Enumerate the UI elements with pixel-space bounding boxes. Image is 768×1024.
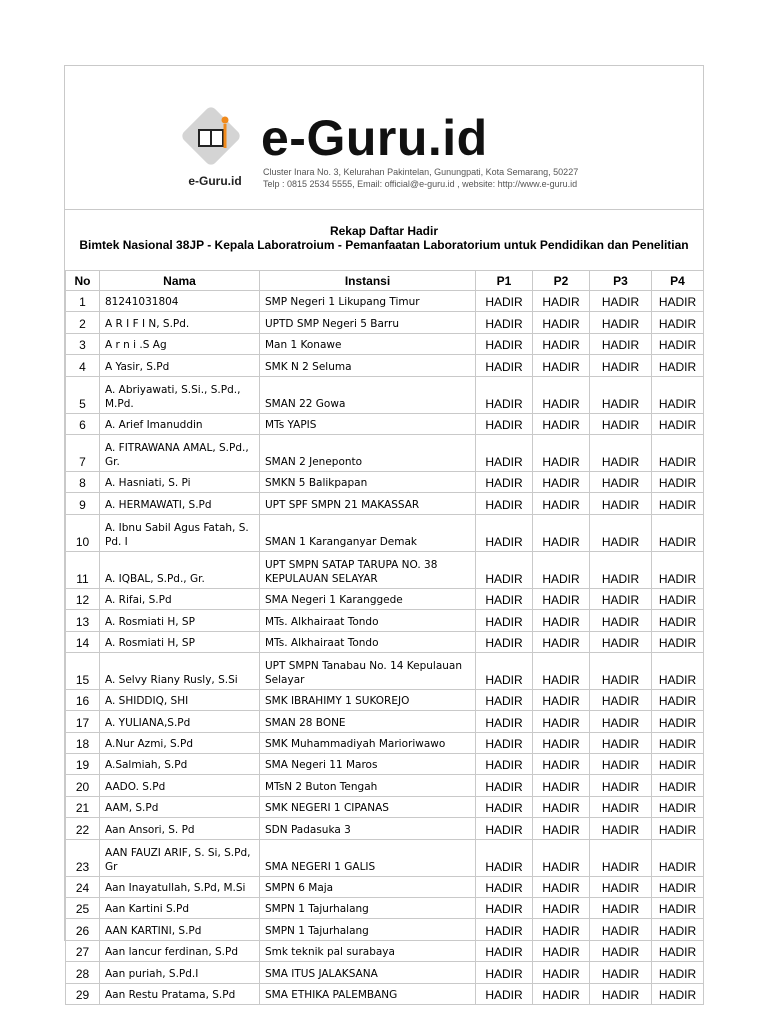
table-row	[66, 839, 704, 876]
table-row	[66, 355, 704, 376]
cell-no: 8	[66, 471, 100, 492]
cell-nama: A. Rifai, S.Pd	[100, 588, 260, 609]
table-row	[66, 689, 704, 710]
cell-p1: HADIR	[476, 413, 533, 434]
cell-p1: HADIR	[476, 610, 533, 631]
cell-instansi: MTs. Alkhairaat Tondo	[260, 631, 476, 652]
cell-p4: HADIR	[652, 689, 704, 710]
cell-no: 14	[66, 631, 100, 652]
cell-p1: HADIR	[476, 839, 533, 876]
cell-instansi: SMK N 2 Seluma	[260, 355, 476, 376]
cell-nama: Aan Restu Pratama, S.Pd	[100, 983, 260, 1004]
report-title: Rekap Daftar Hadir	[329, 224, 439, 238]
table-row	[66, 551, 704, 588]
cell-p4: HADIR	[652, 610, 704, 631]
cell-instansi: SMP Negeri 1 Likupang Timur	[260, 291, 476, 312]
cell-p1: HADIR	[476, 355, 533, 376]
cell-p2: HADIR	[533, 588, 590, 609]
cell-nama: A. SHIDDIQ, SHI	[100, 689, 260, 710]
cell-p4: HADIR	[652, 876, 704, 897]
cell-nama: A. YULIANA,S.Pd	[100, 711, 260, 732]
cell-nama: A.Nur Azmi, S.Pd	[100, 732, 260, 753]
table-row	[66, 493, 704, 514]
cell-p2: HADIR	[533, 689, 590, 710]
cell-p4: HADIR	[652, 434, 704, 471]
cell-p1: HADIR	[476, 551, 533, 588]
brand-title: e-Guru.id	[261, 110, 488, 166]
cell-p1: HADIR	[476, 434, 533, 471]
cell-nama: A Yasir, S.Pd	[100, 355, 260, 376]
col-header-p1: P1	[476, 271, 533, 291]
cell-nama: A r n i .S Ag	[100, 333, 260, 354]
cell-p2: HADIR	[533, 983, 590, 1004]
cell-p1: HADIR	[476, 312, 533, 333]
table-body	[66, 291, 704, 1005]
cell-nama: Aan Ansori, S. Pd	[100, 818, 260, 839]
cell-p4: HADIR	[652, 898, 704, 919]
table-row	[66, 631, 704, 652]
cell-p2: HADIR	[533, 355, 590, 376]
cell-p2: HADIR	[533, 839, 590, 876]
cell-no: 2	[66, 312, 100, 333]
cell-p4: HADIR	[652, 588, 704, 609]
cell-p4: HADIR	[652, 376, 704, 413]
cell-p3: HADIR	[590, 588, 652, 609]
table-row	[66, 876, 704, 897]
cell-no: 1	[66, 291, 100, 312]
cell-p2: HADIR	[533, 940, 590, 961]
cell-p1: HADIR	[476, 940, 533, 961]
cell-p3: HADIR	[590, 333, 652, 354]
cell-p4: HADIR	[652, 839, 704, 876]
cell-no: 18	[66, 732, 100, 753]
letterhead	[65, 66, 703, 210]
cell-instansi: Man 1 Konawe	[260, 333, 476, 354]
cell-p3: HADIR	[590, 919, 652, 940]
cell-nama: AADO. S.Pd	[100, 775, 260, 796]
table-row	[66, 796, 704, 817]
table-row	[66, 818, 704, 839]
cell-no: 23	[66, 839, 100, 876]
cell-p1: HADIR	[476, 962, 533, 983]
cell-p2: HADIR	[533, 962, 590, 983]
cell-p3: HADIR	[590, 312, 652, 333]
cell-p3: HADIR	[590, 434, 652, 471]
col-header-p4: P4	[652, 271, 704, 291]
table-row	[66, 732, 704, 753]
contact-line: Telp : 0815 2534 5555, Email: official@e-guru.id , website: http://www.e-guru.id	[263, 179, 578, 189]
cell-p4: HADIR	[652, 983, 704, 1004]
cell-p2: HADIR	[533, 291, 590, 312]
cell-no: 16	[66, 689, 100, 710]
cell-no: 10	[66, 514, 100, 551]
table-row	[66, 514, 704, 551]
cell-p1: HADIR	[476, 732, 533, 753]
cell-nama: 81241031804	[100, 291, 260, 312]
cell-no: 12	[66, 588, 100, 609]
cell-p4: HADIR	[652, 732, 704, 753]
cell-instansi: SMKN 5 Balikpapan	[260, 471, 476, 492]
cell-nama: Aan Kartini S.Pd	[100, 898, 260, 919]
cell-p1: HADIR	[476, 796, 533, 817]
logo	[181, 110, 249, 195]
cell-no: 4	[66, 355, 100, 376]
cell-p2: HADIR	[533, 434, 590, 471]
col-header-no: No	[66, 271, 100, 291]
document-page	[64, 65, 704, 1002]
cell-instansi: UPT SPF SMPN 21 MAKASSAR	[260, 493, 476, 514]
cell-p1: HADIR	[476, 689, 533, 710]
cell-p4: HADIR	[652, 711, 704, 732]
cell-instansi: SMAN 22 Gowa	[260, 376, 476, 413]
cell-instansi: SMPN 1 Tajurhalang	[260, 898, 476, 919]
address-block	[263, 166, 578, 190]
cell-p1: HADIR	[476, 291, 533, 312]
cell-nama: A.Salmiah, S.Pd	[100, 754, 260, 775]
cell-p2: HADIR	[533, 876, 590, 897]
cell-nama: A. Rosmiati H, SP	[100, 610, 260, 631]
cell-p3: HADIR	[590, 839, 652, 876]
cell-instansi: SMK Muhammadiyah Marioriwawo	[260, 732, 476, 753]
table-row	[66, 588, 704, 609]
cell-no: 28	[66, 962, 100, 983]
cell-p4: HADIR	[652, 471, 704, 492]
col-header-p2: P2	[533, 271, 590, 291]
col-header-nama: Nama	[100, 271, 260, 291]
book-icon	[181, 110, 249, 172]
table-row	[66, 652, 704, 689]
cell-instansi: SMA Negeri 1 Karanggede	[260, 588, 476, 609]
cell-no: 20	[66, 775, 100, 796]
table-row	[66, 312, 704, 333]
cell-p3: HADIR	[590, 413, 652, 434]
cell-p2: HADIR	[533, 376, 590, 413]
cell-p2: HADIR	[533, 775, 590, 796]
cell-nama: A. Arief Imanuddin	[100, 413, 260, 434]
cell-p4: HADIR	[652, 919, 704, 940]
cell-no: 5	[66, 376, 100, 413]
table-row	[66, 940, 704, 961]
table-row	[66, 333, 704, 354]
cell-instansi: MTs. Alkhairaat Tondo	[260, 610, 476, 631]
cell-p1: HADIR	[476, 652, 533, 689]
cell-p3: HADIR	[590, 689, 652, 710]
cell-p2: HADIR	[533, 333, 590, 354]
cell-p2: HADIR	[533, 493, 590, 514]
cell-nama: Aan puriah, S.Pd.I	[100, 962, 260, 983]
report-titles	[65, 224, 703, 252]
cell-p2: HADIR	[533, 796, 590, 817]
cell-no: 13	[66, 610, 100, 631]
cell-p4: HADIR	[652, 333, 704, 354]
cell-p1: HADIR	[476, 818, 533, 839]
cell-p2: HADIR	[533, 631, 590, 652]
cell-instansi: SMPN 6 Maja	[260, 876, 476, 897]
cell-no: 24	[66, 876, 100, 897]
cell-instansi: UPT SMPN SATAP TARUPA NO. 38 KEPULAUAN SELAYAR	[260, 551, 476, 588]
cell-p2: HADIR	[533, 818, 590, 839]
cell-instansi: SMA Negeri 11 Maros	[260, 754, 476, 775]
cell-p4: HADIR	[652, 754, 704, 775]
cell-p1: HADIR	[476, 983, 533, 1004]
cell-p2: HADIR	[533, 312, 590, 333]
cell-p4: HADIR	[652, 355, 704, 376]
cell-p4: HADIR	[652, 514, 704, 551]
cell-p4: HADIR	[652, 413, 704, 434]
cell-p3: HADIR	[590, 962, 652, 983]
cell-no: 3	[66, 333, 100, 354]
cell-p1: HADIR	[476, 898, 533, 919]
cell-instansi: Smk teknik pal surabaya	[260, 940, 476, 961]
cell-p3: HADIR	[590, 652, 652, 689]
cell-p3: HADIR	[590, 551, 652, 588]
cell-p2: HADIR	[533, 754, 590, 775]
cell-p4: HADIR	[652, 652, 704, 689]
col-header-p3: P3	[590, 271, 652, 291]
cell-instansi: UPTD SMP Negeri 5 Barru	[260, 312, 476, 333]
cell-p3: HADIR	[590, 818, 652, 839]
cell-p1: HADIR	[476, 775, 533, 796]
cell-instansi: SMA ETHIKA PALEMBANG	[260, 983, 476, 1004]
cell-p1: HADIR	[476, 333, 533, 354]
cell-p3: HADIR	[590, 732, 652, 753]
cell-nama: Aan Inayatullah, S.Pd, M.Si	[100, 876, 260, 897]
cell-p1: HADIR	[476, 376, 533, 413]
cell-nama: A. Rosmiati H, SP	[100, 631, 260, 652]
table-row	[66, 962, 704, 983]
cell-p3: HADIR	[590, 493, 652, 514]
cell-p1: HADIR	[476, 514, 533, 551]
cell-p1: HADIR	[476, 471, 533, 492]
cell-instansi: SDN Padasuka 3	[260, 818, 476, 839]
cell-p2: HADIR	[533, 514, 590, 551]
cell-instansi: UPT SMPN Tanabau No. 14 Kepulauan Selayar	[260, 652, 476, 689]
cell-instansi: MTsN 2 Buton Tengah	[260, 775, 476, 796]
cell-p3: HADIR	[590, 291, 652, 312]
report-subtitle: Bimtek Nasional 38JP - Kepala Laboratroium - Pemanfaatan Laboratorium untuk Pendidikan dan Penelitian	[79, 238, 689, 252]
cell-p4: HADIR	[652, 493, 704, 514]
cell-instansi: SMA NEGERI 1 GALIS	[260, 839, 476, 876]
table-row	[66, 471, 704, 492]
table-row	[66, 376, 704, 413]
cell-p4: HADIR	[652, 940, 704, 961]
cell-no: 17	[66, 711, 100, 732]
cell-p4: HADIR	[652, 291, 704, 312]
table-row	[66, 983, 704, 1004]
cell-p3: HADIR	[590, 355, 652, 376]
logo-caption: e-Guru.id	[188, 174, 242, 188]
table-row	[66, 775, 704, 796]
cell-no: 26	[66, 919, 100, 940]
cell-p3: HADIR	[590, 754, 652, 775]
cell-nama: AAN KARTINI, S.Pd	[100, 919, 260, 940]
cell-no: 29	[66, 983, 100, 1004]
cell-p1: HADIR	[476, 631, 533, 652]
cell-p4: HADIR	[652, 796, 704, 817]
cell-no: 7	[66, 434, 100, 471]
cell-p3: HADIR	[590, 376, 652, 413]
cell-nama: AAN FAUZI ARIF, S. Si, S.Pd, Gr	[100, 839, 260, 876]
col-header-instansi: Instansi	[260, 271, 476, 291]
cell-instansi: SMAN 28 BONE	[260, 711, 476, 732]
table-row	[66, 898, 704, 919]
cell-p1: HADIR	[476, 876, 533, 897]
cell-no: 21	[66, 796, 100, 817]
cell-p3: HADIR	[590, 775, 652, 796]
cell-instansi: MTs YAPIS	[260, 413, 476, 434]
attendance-table	[65, 270, 704, 1005]
cell-p3: HADIR	[590, 514, 652, 551]
cell-nama: A R I F I N, S.Pd.	[100, 312, 260, 333]
table-header-row	[66, 271, 704, 291]
cell-nama: A. Abriyawati, S.Si., S.Pd., M.Pd.	[100, 376, 260, 413]
cell-nama: A. Selvy Riany Rusly, S.Si	[100, 652, 260, 689]
cell-nama: AAM, S.Pd	[100, 796, 260, 817]
cell-p1: HADIR	[476, 754, 533, 775]
cell-instansi: SMAN 2 Jeneponto	[260, 434, 476, 471]
cell-nama: A. HERMAWATI, S.Pd	[100, 493, 260, 514]
cell-p2: HADIR	[533, 652, 590, 689]
cell-p4: HADIR	[652, 551, 704, 588]
table-row	[66, 711, 704, 732]
cell-p3: HADIR	[590, 796, 652, 817]
table-row	[66, 291, 704, 312]
cell-p1: HADIR	[476, 711, 533, 732]
cell-nama: Aan lancur ferdinan, S.Pd	[100, 940, 260, 961]
cell-nama: A. IQBAL, S.Pd., Gr.	[100, 551, 260, 588]
cell-p3: HADIR	[590, 711, 652, 732]
cell-p3: HADIR	[590, 898, 652, 919]
cell-p3: HADIR	[590, 876, 652, 897]
cell-p2: HADIR	[533, 919, 590, 940]
cell-instansi: SMK IBRAHIMY 1 SUKOREJO	[260, 689, 476, 710]
cell-p4: HADIR	[652, 631, 704, 652]
cell-instansi: SMA ITUS JALAKSANA	[260, 962, 476, 983]
cell-p1: HADIR	[476, 493, 533, 514]
cell-instansi: SMK NEGERI 1 CIPANAS	[260, 796, 476, 817]
cell-p2: HADIR	[533, 413, 590, 434]
cell-p1: HADIR	[476, 588, 533, 609]
cell-p3: HADIR	[590, 940, 652, 961]
cell-no: 9	[66, 493, 100, 514]
cell-p3: HADIR	[590, 983, 652, 1004]
cell-p2: HADIR	[533, 551, 590, 588]
cell-p2: HADIR	[533, 711, 590, 732]
cell-instansi: SMAN 1 Karanganyar Demak	[260, 514, 476, 551]
cell-nama: A. FITRAWANA AMAL, S.Pd., Gr.	[100, 434, 260, 471]
cell-no: 15	[66, 652, 100, 689]
cell-p2: HADIR	[533, 471, 590, 492]
cell-p4: HADIR	[652, 962, 704, 983]
cell-no: 6	[66, 413, 100, 434]
cell-no: 27	[66, 940, 100, 961]
address-line: Cluster Inara No. 3, Kelurahan Pakintelan, Gunungpati, Kota Semarang, 50227	[263, 167, 579, 177]
cell-p2: HADIR	[533, 898, 590, 919]
cell-p3: HADIR	[590, 610, 652, 631]
cell-p3: HADIR	[590, 471, 652, 492]
cell-nama: A. Ibnu Sabil Agus Fatah, S. Pd. I	[100, 514, 260, 551]
cell-p1: HADIR	[476, 919, 533, 940]
cell-p4: HADIR	[652, 775, 704, 796]
cell-p4: HADIR	[652, 818, 704, 839]
table-row	[66, 610, 704, 631]
cell-no: 19	[66, 754, 100, 775]
cell-no: 22	[66, 818, 100, 839]
cell-nama: A. Hasniati, S. Pi	[100, 471, 260, 492]
cell-p3: HADIR	[590, 631, 652, 652]
table-row	[66, 754, 704, 775]
cell-no: 11	[66, 551, 100, 588]
table-row	[66, 919, 704, 940]
cell-p2: HADIR	[533, 732, 590, 753]
table-row	[66, 434, 704, 471]
cell-no: 25	[66, 898, 100, 919]
cell-p4: HADIR	[652, 312, 704, 333]
cell-instansi: SMPN 1 Tajurhalang	[260, 919, 476, 940]
table-row	[66, 413, 704, 434]
cell-p2: HADIR	[533, 610, 590, 631]
